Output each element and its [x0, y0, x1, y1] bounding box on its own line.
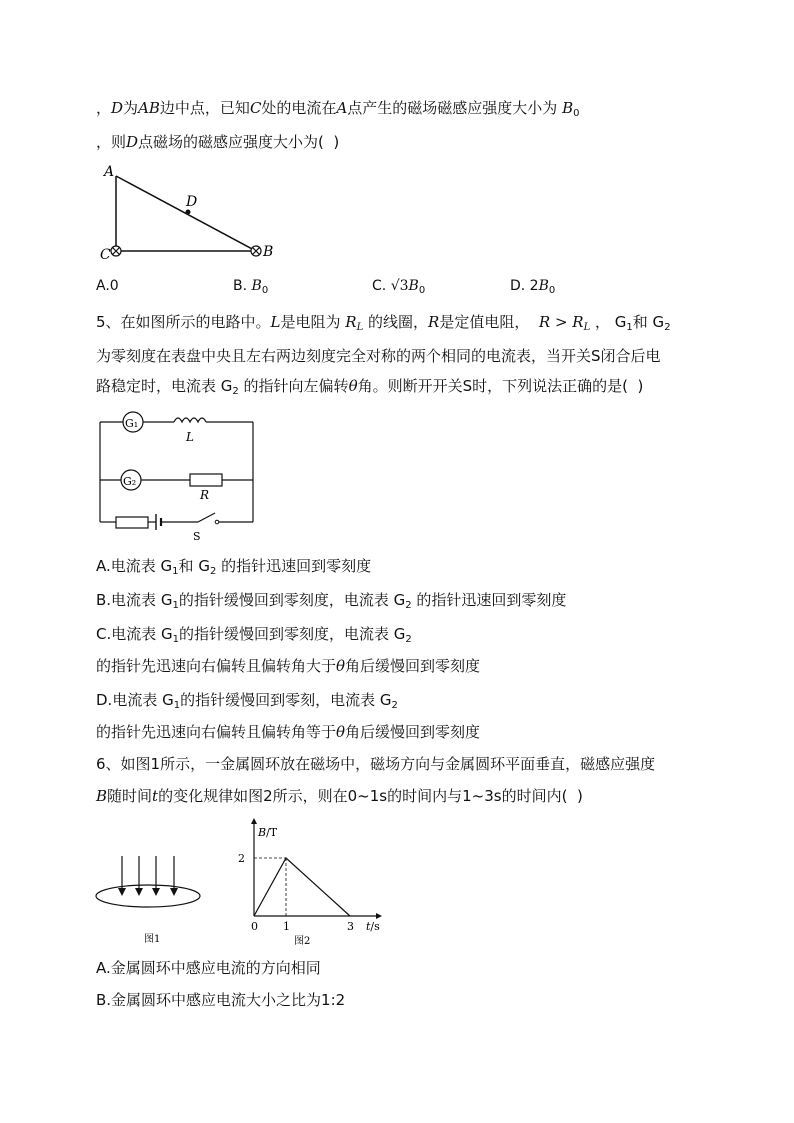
q5-line-1: 5、在如图所示的电路中。L是电阻为 $R_L$ 的线圈，R是定值电阻， $R > R_L$ ， $G_1$和 $G_2$ [96, 313, 671, 333]
label-b: B [263, 244, 274, 260]
y-axis-label: B/T [258, 826, 278, 839]
x-tick-label: 3 [347, 920, 354, 933]
point-d [186, 210, 191, 215]
svg-text:G₂: G₂ [123, 475, 137, 488]
q5-option-a: A.电流表 $G_1$和 $G_2$ 的指针迅速回到零刻度 [96, 557, 372, 577]
y-tick-label: 2 [238, 852, 245, 865]
q4-line-1: ，D为AB边中点，已知C处的电流在A点产生的磁场磁感应强度大小为 $B_0$ [96, 99, 580, 119]
q5-option-c-1: C.电流表 $G_1$的指针缓慢回到零刻度，电流表 $G_2$ [96, 625, 412, 645]
q5-option-c-2: 的指针先迅速向右偏转且偏转角大于θ角后缓慢回到零刻度 [96, 657, 481, 675]
label-c: C [100, 247, 111, 263]
svg-text:G₁: G₁ [125, 417, 139, 430]
current-b-icon [251, 246, 261, 256]
fig1-caption: 图1 [144, 934, 161, 945]
ammeter-g1-icon [123, 412, 143, 432]
q5-option-d-2: 的指针先迅速向右偏转且偏转角等于θ角后缓慢回到零刻度 [96, 723, 481, 741]
q4-option-a: A.0 [96, 278, 119, 294]
label-d: D [186, 194, 198, 210]
field-arrows-icon [118, 856, 178, 896]
ring-figure [94, 818, 214, 948]
circuit-figure [96, 408, 266, 543]
ammeter-g2-icon [121, 470, 141, 490]
series-line [254, 858, 350, 916]
switch-s-icon [198, 513, 219, 524]
current-c-icon [111, 246, 121, 256]
fig2-caption: 图2 [294, 936, 311, 947]
label-s: S [193, 530, 201, 543]
q4-line-2: ，则D点磁场的磁感应强度大小为( ) [96, 133, 340, 151]
inductor-coil-icon [174, 418, 206, 422]
battery-icon [156, 514, 161, 530]
bt-graph [236, 816, 386, 946]
label-l: L [186, 430, 194, 444]
x-axis-label: t/s [366, 920, 380, 933]
q4-option-c: C. $√3B_0$ [372, 278, 426, 296]
resistor-bottom-icon [116, 517, 148, 528]
q4-option-d: D. $2B_0$ [510, 278, 556, 296]
label-a: A [104, 164, 115, 180]
metal-ring [96, 885, 200, 907]
q6-option-a: A.金属圆环中感应电流的方向相同 [96, 959, 321, 977]
q6-line-2: B随时间t的变化规律如图2所示，则在0~1s的时间内与1~3s的时间内( ) [96, 787, 583, 805]
q4-option-b: B. $B_0$ [233, 278, 269, 296]
q6-option-b: B.金属圆环中感应电流大小之比为1:2 [96, 991, 346, 1009]
q5-line-2: 为零刻度在表盘中央且左右两边刻度完全对称的两个相同的电流表，当开关S闭合后电 [96, 347, 661, 365]
q5-option-d-1: D.电流表 $G_1$的指针缓慢回到零刻，电流表 $G_2$ [96, 691, 398, 711]
x-tick-label: 0 [251, 920, 258, 933]
triangle-figure [96, 160, 296, 270]
q6-line-1: 6、如图1所示，一金属圆环放在磁场中，磁场方向与金属圆环平面垂直，磁感应强度 [96, 755, 656, 773]
label-r: R [200, 488, 210, 502]
resistor-r-icon [190, 474, 222, 486]
q5-option-b: B.电流表 $G_1$的指针缓慢回到零刻度，电流表 $G_2$ 的指针迅速回到零刻度 [96, 591, 567, 611]
q5-line-3: 路稳定时，电流表 $G_2$ 的指针向左偏转θ角。则断开开关S时，下列说法正确的是( ) [96, 377, 644, 397]
x-tick-label: 1 [283, 920, 290, 933]
